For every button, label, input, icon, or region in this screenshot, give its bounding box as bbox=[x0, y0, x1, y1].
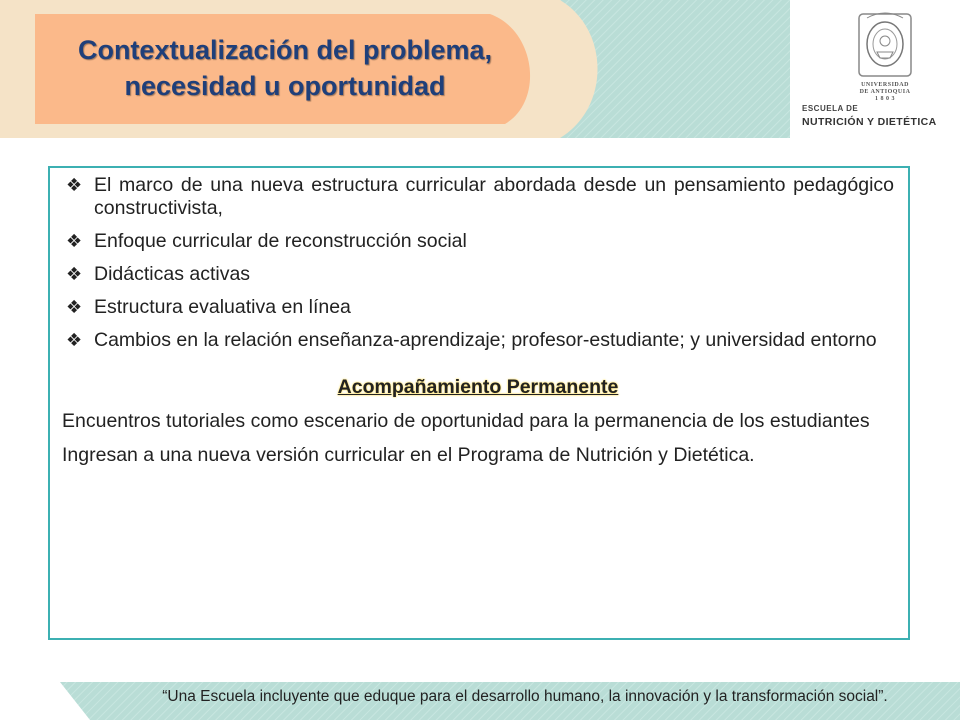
list-item bbox=[62, 329, 894, 352]
footer-quote: “Una Escuela incluyente que eduque para el desarrollo humano, la innovación y la transformación social”. bbox=[162, 688, 888, 705]
list-item-text: Didácticas activas bbox=[94, 263, 251, 285]
university-line-2: DE ANTIOQUIA bbox=[859, 89, 911, 95]
paragraph-tutoring: Encuentros tutoriales como escenario de oportunidad para la permanencia de los estudiantes bbox=[62, 410, 870, 432]
diamond-bullet-icon: ❖ bbox=[66, 175, 83, 195]
list-item-text: Cambios en la relación enseñanza-aprendizaje; profesor-estudiante; y universidad entorno bbox=[94, 329, 877, 351]
list-item bbox=[62, 263, 894, 286]
header-banner bbox=[0, 0, 960, 138]
list-item bbox=[62, 296, 894, 319]
list-item-text: El marco de una nueva estructura curricular abordada desde un pensamiento pedagógico constructivista, bbox=[94, 174, 894, 219]
university-name bbox=[850, 82, 920, 103]
title-line-1: Contextualización del problema, bbox=[77, 35, 493, 65]
paragraph-curriculum: Ingresan a una nueva versión curricular en el Programa de Nutrición y Dietética. bbox=[62, 444, 755, 466]
school-label-small: ESCUELA DE bbox=[802, 104, 859, 113]
diamond-bullet-icon: ❖ bbox=[66, 231, 83, 251]
school-label-big: NUTRICIÓN Y DIETÉTICA bbox=[802, 116, 937, 128]
diamond-bullet-icon: ❖ bbox=[66, 297, 83, 317]
list-item bbox=[62, 230, 894, 253]
list-item-text: Enfoque curricular de reconstrucción social bbox=[94, 230, 467, 252]
section-subheading: Acompañamiento Permanente bbox=[337, 376, 619, 398]
founded-year: 1 8 0 3 bbox=[875, 96, 895, 102]
list-item-text: Estructura evaluativa en línea bbox=[94, 296, 351, 318]
university-line-1: UNIVERSIDAD bbox=[861, 82, 909, 88]
content-box bbox=[48, 166, 910, 640]
list-item bbox=[62, 174, 894, 220]
page-title bbox=[35, 12, 535, 124]
footer-banner bbox=[0, 672, 960, 720]
university-logo bbox=[790, 8, 960, 136]
diamond-bullet-icon: ❖ bbox=[66, 264, 83, 284]
title-line-2: necesidad u oportunidad bbox=[124, 71, 446, 101]
diamond-bullet-icon: ❖ bbox=[66, 330, 83, 350]
bullet-list bbox=[62, 174, 894, 352]
